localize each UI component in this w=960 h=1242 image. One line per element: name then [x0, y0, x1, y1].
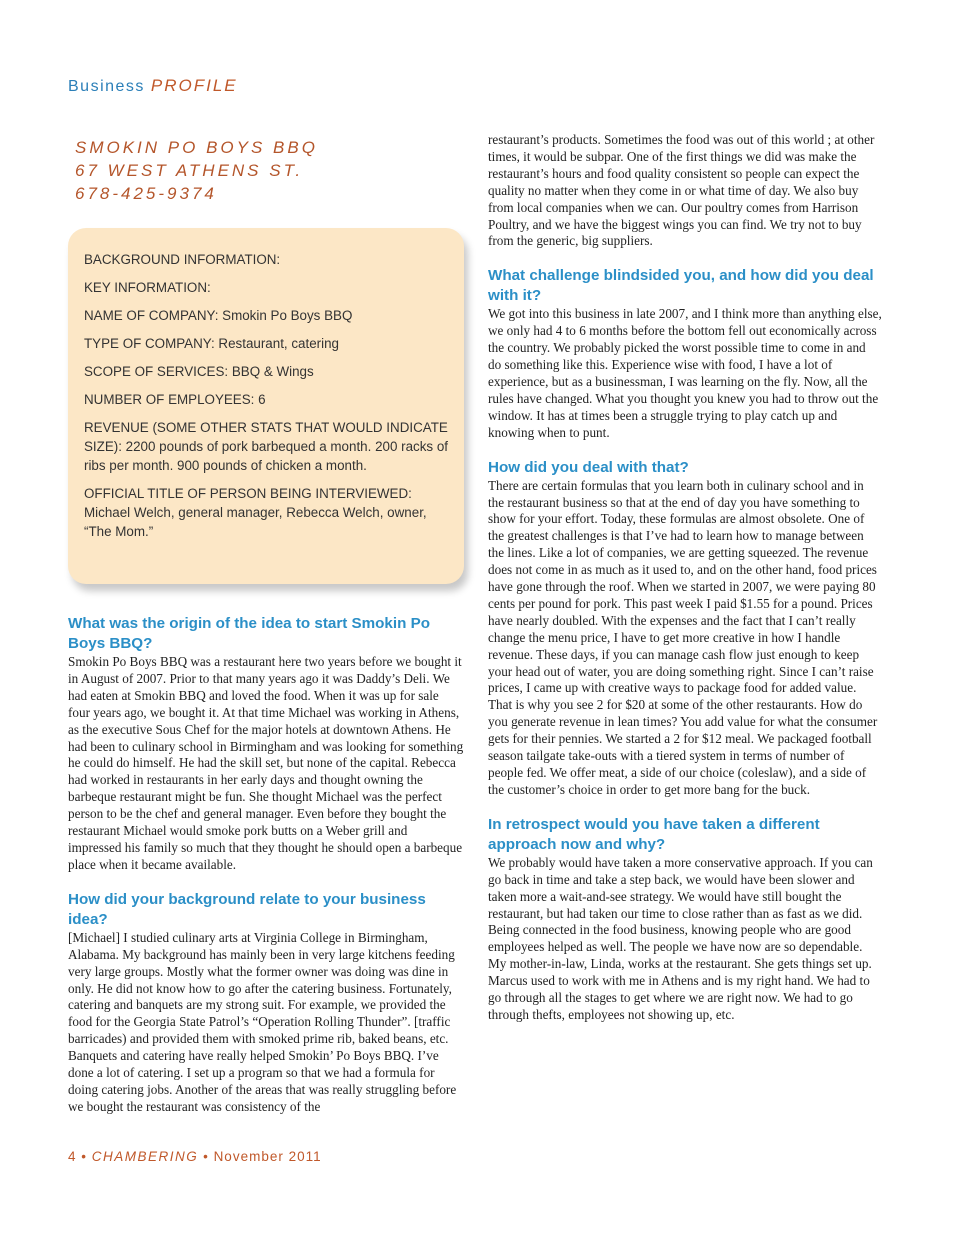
info-line: TYPE OF COMPANY: Restaurant, catering — [84, 336, 340, 351]
page-footer — [68, 1149, 322, 1164]
answer-background: [Michael] I studied culinary arts at Virginia College in Birmingham, Alabama. My background has mainly been in very large kitchens feeding very large groups. Mostly what the former owner was doing was dine in only. He did not know how to go after the catering business. Fortunately, catering and banquets are my strong suit. For example, we provided the food for the Georgia State Patrol’s “Operation Rolling Thunder”. [traffic barricades) and provided them with smoked prime rib, baked beans, etc. Banquets and catering have really helped Smokin’ Po Boys BBQ. I’ve done a lot of catering. I set up a program so that we had a formula for doing catering jobs. Another of the areas that was really struggling before we bought the restaurant was consistency of the — [68, 929, 457, 1114]
section-label — [68, 76, 238, 96]
answer-deal: There are certain formulas that you learn both in culinary school and in the restaurant business so that at the end of day you have something to show for your effort. Today, these formulas are almost obsolete. One of the greatest challenges is that I’ve had to learn how to manage between the lines. Like a lot of companies, we are getting squeezed. The revenue does not come in as much as it used to, and on the other hand, food prices have gone through the roof. When we started in 2007, we were paying 80 cents per pound for pork. This past week I paid $1.55 for a pound. Prices have nearly doubled. With the expenses and the fact that I can’t really change the menu price, I have to get more creative in how I handle revenue. These days, if you can manage cash flow just enough to keep your head out of water, you are doing something right. Since I can’t raise prices, I came up with creative ways to package food for added value. That is why you see 2 for $20 at some of the other restaurants. How do you generate revenue in lean times? You add value for what the consumer gets for their pennies. We started a 2 for $12 meal. We packaged football season tailgate take-outs with a tiered system in terms of number of people fed. We offer meat, a side of our choice (coleslaw), and a side of the customer’s choice in order to get more bang for the buck. — [488, 477, 878, 797]
company-name: SMOKIN PO BOYS BBQ — [75, 138, 318, 157]
info-line: KEY INFORMATION: — [84, 280, 211, 295]
section-label-business: Business — [68, 78, 145, 95]
info-line: NUMBER OF EMPLOYEES: 6 — [84, 392, 266, 407]
left-column-text — [68, 614, 464, 1116]
footer-bullet: • — [81, 1149, 88, 1164]
question-origin: What was the origin of the idea to start Smokin Po Boys BBQ? — [68, 615, 431, 652]
background-info-box — [68, 228, 464, 584]
company-phone: 678-425-9374 — [75, 184, 217, 203]
right-column-text — [488, 132, 882, 1024]
answer-retrospect: We probably would have taken a more conservative approach. If you can go back in time and take a step back, we would have been slower and taken more a wait-and-see strategy. We would have still bought the restaurant, but had taken our time to close rather than as fast as we did. Being connected in the food business, knowing people who are good employees helped as well. The people we have now are so dependable. My mother-in-law, Linda, works at the restaurant. She gets things set up. Marcus used to work with me in Athens and is my right hand. We had to go through all the stages to get where we are right now. We had to go through thefts, employees not showing up, etc. — [488, 854, 873, 1022]
answer-challenge: We got into this business in late 2007, and I think more than anything else, we only had 4 to 6 months before the bottom fell out economically across the country. We probably picked the worst possible time to come in and do something like this. Experience wise with food, I have a lot of experience, but as a businessman, I was learning on the fly. Now, all the rules have changed. What you thought you knew you had to throw out the window. It has at times been a struggle trying to play catch up and knowing when to punt. — [488, 306, 882, 440]
question-deal: How did you deal with that? — [488, 458, 689, 476]
answer-continued: restaurant’s products. Sometimes the food was out of this world ; at other times, it would be subpar. One of the first things we did was make the restaurant’s hours and food quality consistent so people can expect the quality no matter when they come in or what time of day. We also buy from local companies when we can. Our poultry comes from Harrison Poultry, and we have the biggest wings you can find. We try not to buy from the generic, big suppliers. — [488, 132, 875, 249]
info-line: OFFICIAL TITLE OF PERSON BEING INTERVIEWED: Michael Welch, general manager, Rebecca Welch, owner, “The Mom.” — [84, 486, 427, 539]
answer-origin: Smokin Po Boys BBQ was a restaurant here two years before we bought it in August of 2007. Prior to that many years ago it was Daddy’s Deli. We had eaten at Smokin BBQ and loved the food. When it was up for sale four years ago, we bought it. At that time Michael was working in Athens, as the executive Sous Chef for the major hotels at downtown Athens. He had been to culinary school in Birmingham and was looking for something he could do himself. He had the skill set, but none of the capital. Rebecca had worked in restaurants in her early days and thought owning the barbeque restaurant might be fun. She thought Michael was the perfect person to be the chef and general manager. Even before they bought the restaurant Michael would smoke pork butts on a Weber grill and impressed his family so much that they thought he should open a barbeque place when it became available. — [68, 654, 464, 872]
company-contact — [75, 136, 318, 205]
magazine-name: CHAMBERING — [91, 1149, 199, 1164]
info-line: BACKGROUND INFORMATION: — [84, 252, 281, 267]
footer-bullet: • — [203, 1149, 209, 1164]
question-background: How did your background relate to your business idea? — [68, 890, 426, 928]
info-line: NAME OF COMPANY: Smokin Po Boys BBQ — [84, 308, 353, 323]
page-number: 4 — [68, 1149, 77, 1164]
company-address: 67 WEST ATHENS ST. — [75, 161, 304, 180]
question-retrospect: In retrospect would you have taken a different approach now and why? — [488, 815, 820, 853]
issue-date: November 2011 — [213, 1149, 322, 1164]
question-challenge: What challenge blindsided you, and how did you deal with it? — [488, 267, 874, 305]
section-label-profile: PROFILE — [150, 76, 238, 95]
info-line: SCOPE OF SERVICES: BBQ & Wings — [84, 364, 314, 379]
info-line: REVENUE (SOME OTHER STATS THAT WOULD INDICATE SIZE): 2200 pounds of pork barbequed a month. 200 racks of ribs per month. 900 pounds of chicken a month. — [84, 420, 449, 473]
